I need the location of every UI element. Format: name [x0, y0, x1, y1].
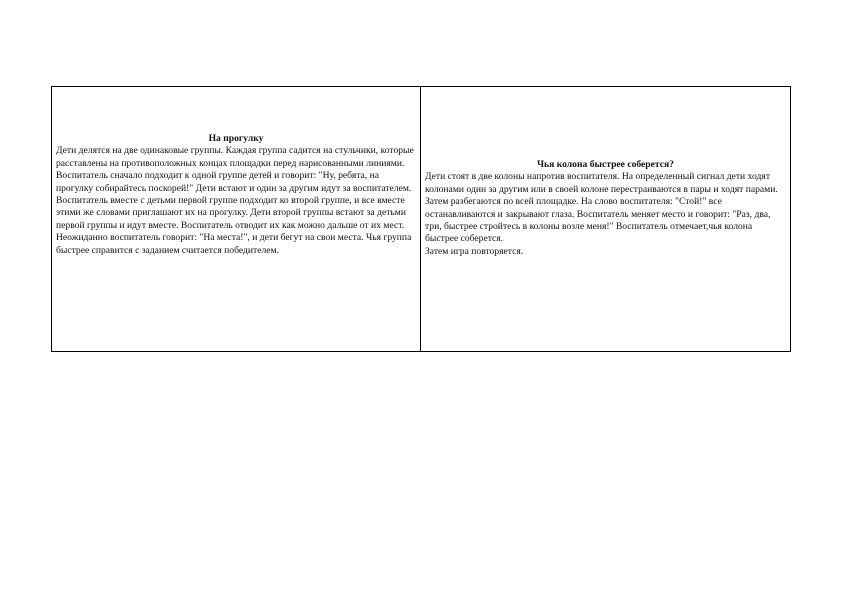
card-paragraph: Затем игра повторяется. — [425, 245, 524, 257]
game-cards-table — [51, 86, 791, 352]
card-paragraph: Дети делятся на две одинаковые группы. Каждая группа садится на стульчики, которые расставлены на противоположных концах площадки перед нарисованными линиями. Воспитатель сначало подходит к одной группе детей и говорит: "Ну, ребята, на прогулку собирайтесь поскорей!" Дети встают и один за другим идут за воспитателем. Воспитатель вместе с детьми первой группе подходит ко второй группе, и все вместе этими же словами приглашают их на прогулку. Дети второй группы встают за детьми первой группы и идут вместе. Воспитатель отводит их как можно дальше от их мест. — [56, 145, 414, 231]
card-chya-kolona — [421, 87, 790, 351]
card-content — [425, 159, 786, 258]
card-na-progulku — [52, 87, 421, 351]
card-paragraph: Дети стоят в две колоны напротив воспитателя. На определенный сигнал дети ходят колонами один за другим или в своей колоне перестраиваются в пары и ходят парами. Затем разбегаются по всей площадке. На слово воспитателя: "Стой!" все останавливаются и закрывают глаза. Воспитатель меняет место и говорит: "Раз, два, три, быстрее стройтесь в колоны возле меня!" Воспитатель отмечает,чья колона быстрее соберется. — [425, 171, 778, 245]
card-title: На прогулку — [208, 133, 264, 144]
card-paragraph: Неожиданно воспитатель говорит: "На места!", и дети бегут на свои места. Чья группа быстрее справится с заданием считается победителем. — [56, 232, 412, 256]
card-title: Чья колона быстрее соберется? — [537, 159, 674, 170]
card-content — [56, 133, 416, 257]
